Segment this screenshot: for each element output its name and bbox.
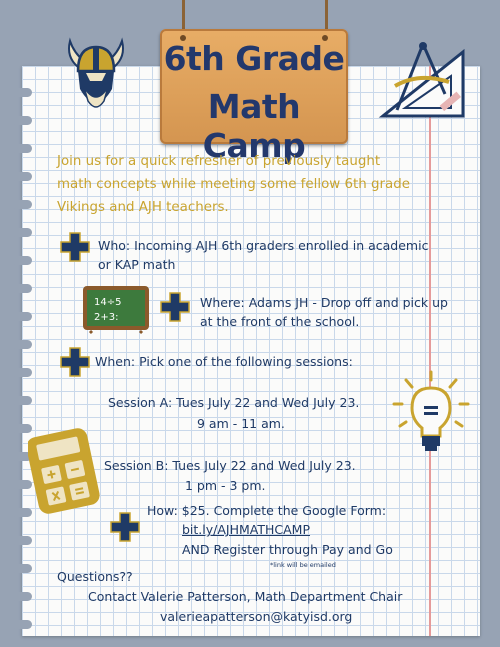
viking-mascot-icon — [64, 37, 128, 119]
session-b-line-1: Session B: Tues July 22 and Wed July 23. — [104, 458, 356, 473]
how-line-1: How: $25. Complete the Google Form: — [147, 503, 387, 518]
title-line-2: Math Camp — [202, 87, 306, 165]
intro-line: Join us for a quick refresher of previously taught — [57, 154, 381, 169]
who-line: or KAP math — [98, 257, 176, 272]
where-line: at the front of the school. — [200, 314, 360, 329]
intro-text — [57, 150, 410, 219]
plus-icon — [110, 512, 140, 542]
who-line: Who: Incoming AJH 6th graders enrolled in academic — [98, 238, 429, 253]
who-text — [98, 236, 428, 274]
chalkboard-line-1: 14÷5 — [94, 297, 122, 308]
plus-icon — [60, 232, 90, 262]
email-text[interactable]: valerieapatterson@katyisd.org — [160, 609, 353, 624]
intro-line: Vikings and AJH teachers. — [57, 200, 229, 215]
how-line-3: AND Register through Pay and Go — [182, 542, 393, 557]
google-form-link[interactable]: bit.ly/AJHMATHCAMP — [182, 522, 311, 537]
where-line: Where: Adams JH - Drop off and pick up — [200, 295, 448, 310]
session-a-line-2: 9 am - 11 am. — [197, 416, 285, 431]
geometry-tools-icon — [375, 38, 471, 124]
where-text — [200, 293, 448, 331]
session-b-line-2: 1 pm - 3 pm. — [185, 478, 266, 493]
contact-text: Contact Valerie Patterson, Math Department Chair — [88, 589, 403, 604]
lightbulb-icon — [388, 368, 474, 458]
questions-text: Questions?? — [57, 569, 133, 584]
chalkboard-icon — [82, 285, 152, 337]
session-a-line-1: Session A: Tues July 22 and Wed July 23. — [108, 395, 360, 410]
title-line-1: 6th Grade — [163, 39, 345, 78]
title-sign — [160, 29, 348, 165]
intro-line: math concepts while meeting some fellow 6th grade — [57, 177, 410, 192]
plus-icon — [160, 292, 190, 322]
spiral-holes — [12, 88, 36, 628]
margin-line — [429, 66, 431, 636]
plus-icon — [60, 347, 90, 377]
calculator-icon — [28, 428, 104, 516]
link-note: *link will be emailed — [270, 561, 336, 569]
chalkboard-line-2: 2+3: — [94, 312, 119, 323]
when-text: When: Pick one of the following sessions: — [95, 354, 353, 369]
